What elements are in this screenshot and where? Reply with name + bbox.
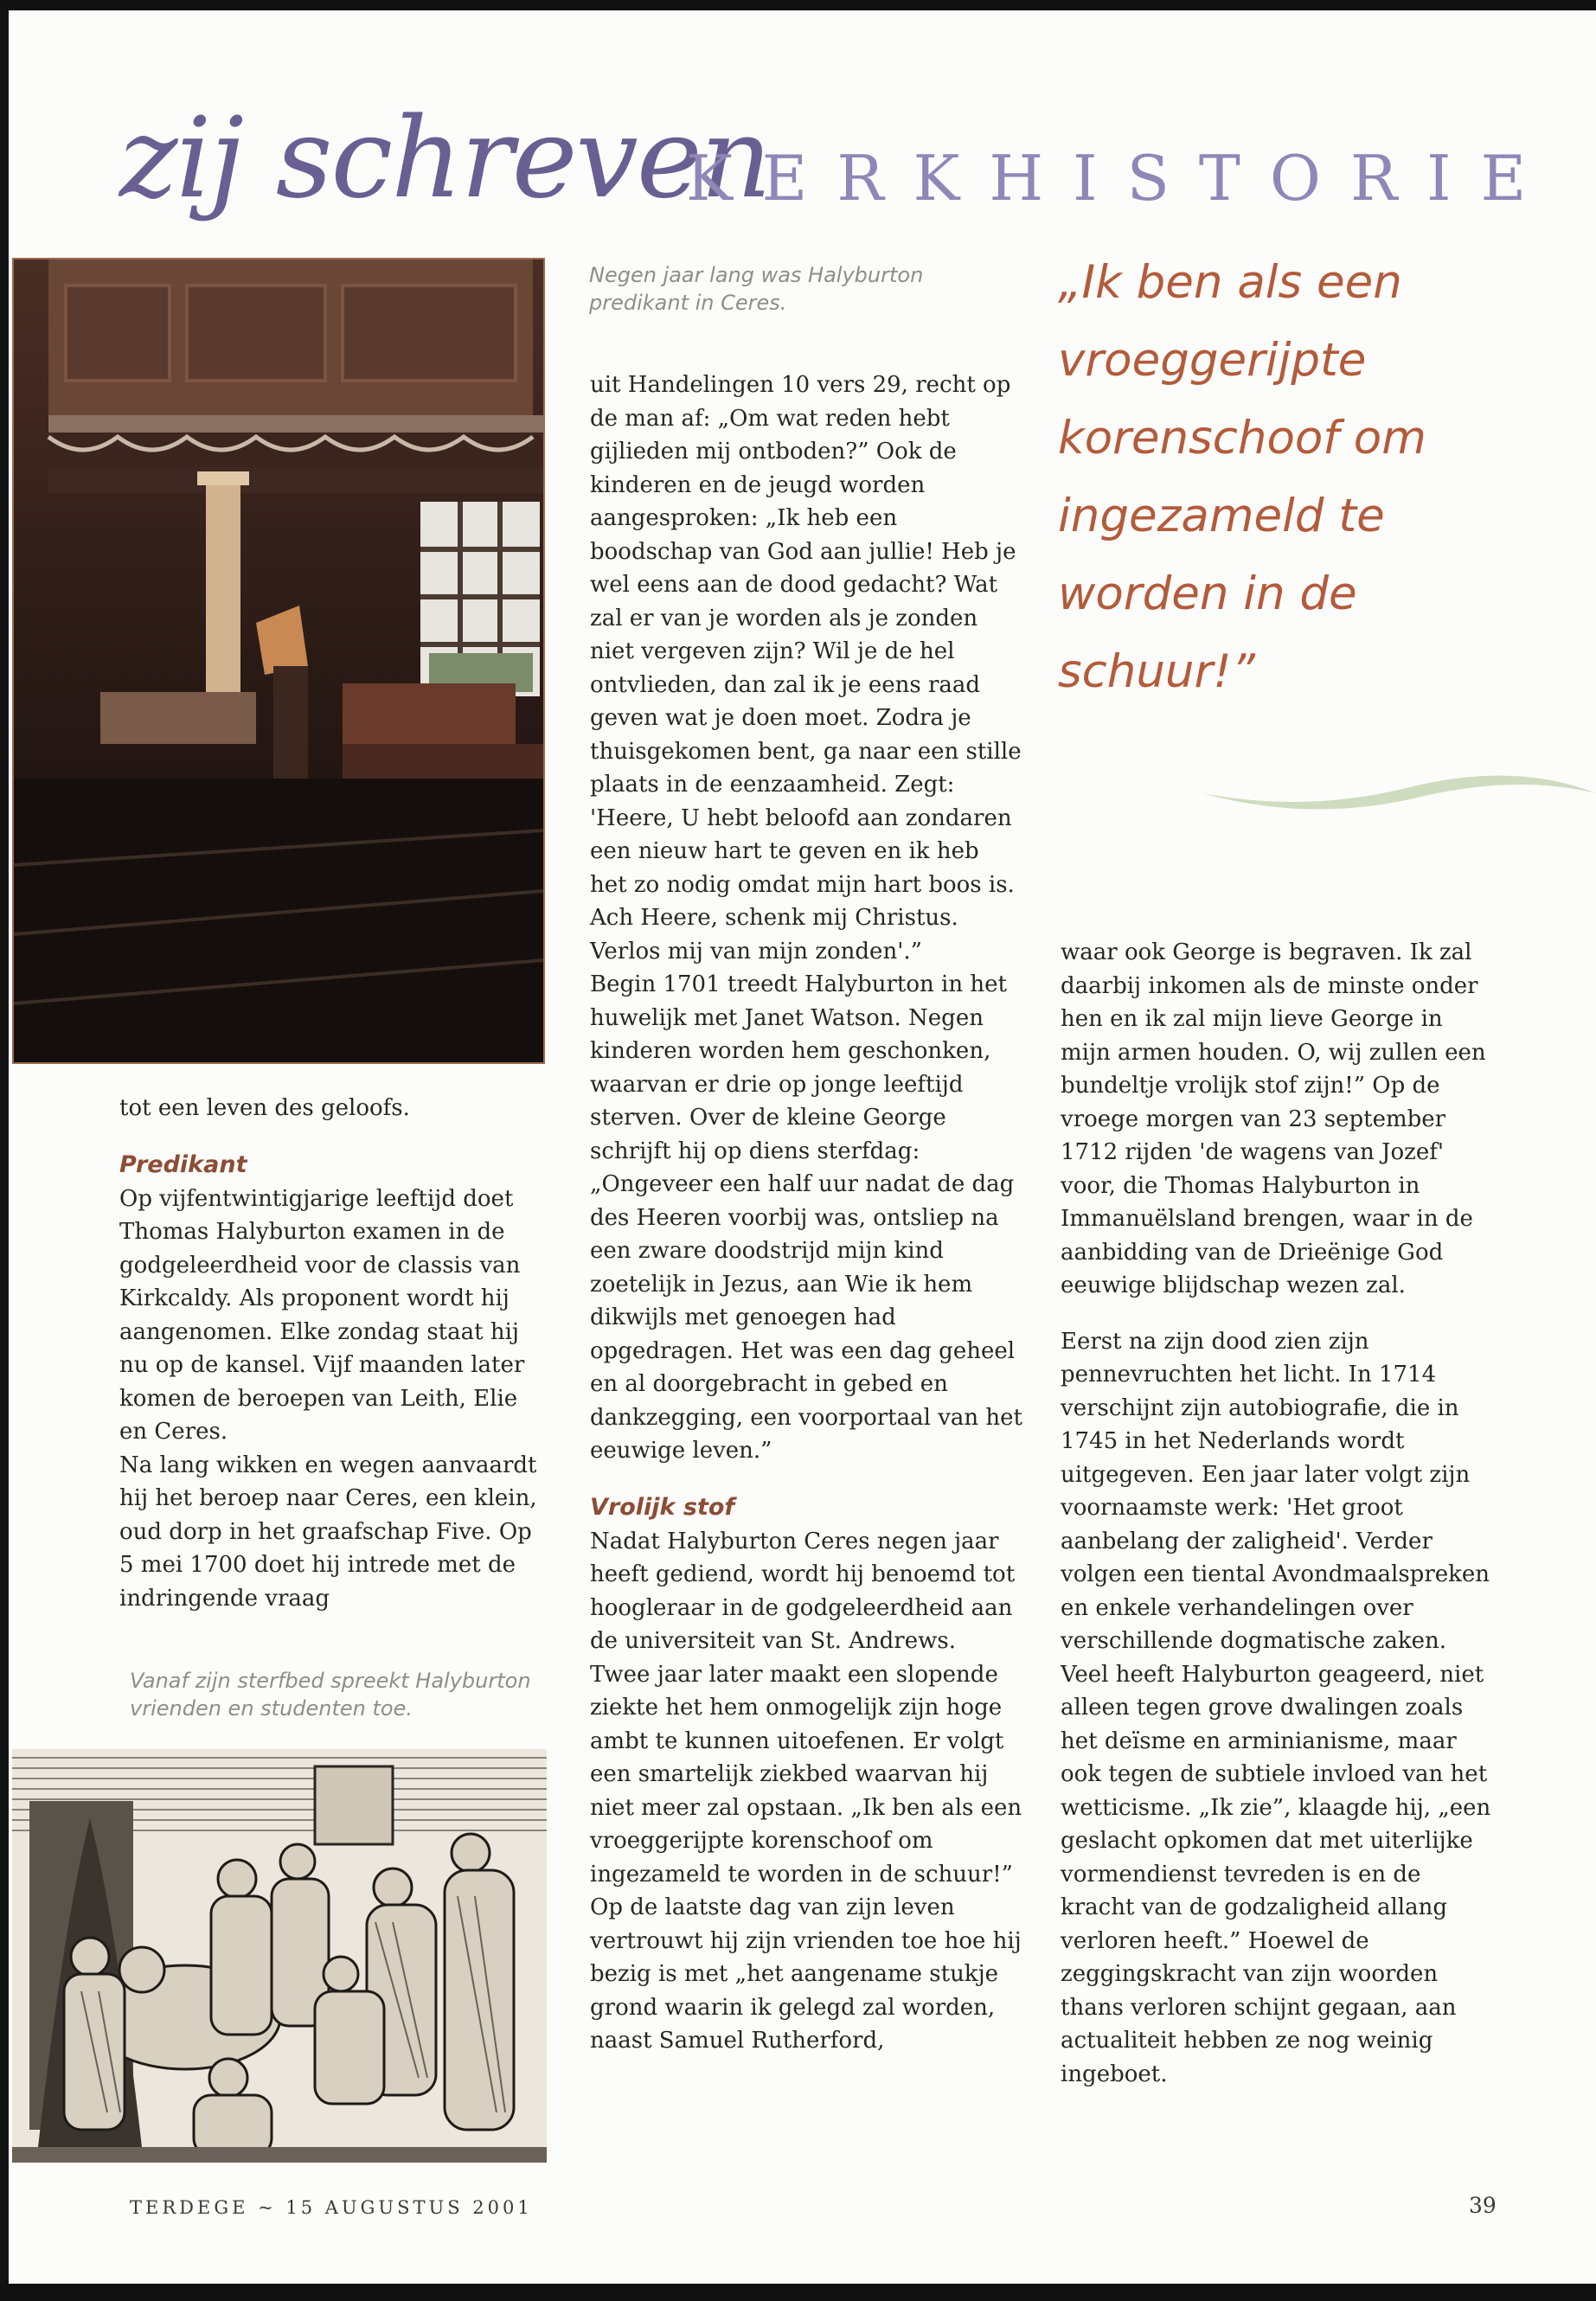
magazine-page (9, 10, 1596, 2284)
deathbed-scene-illustration (12, 1749, 547, 2163)
caption-left: Vanaf zijn sterfbed spreekt Halyburton vrienden en studenten toe. (130, 1669, 531, 1721)
column-right (1061, 936, 1495, 2091)
col3-paragraph-1: waar ook George is begraven. Ik zal daarbij inkomen als de minste onder hen en ik zal mijn lieve George in mijn armen houden. O, wij zullen een bundeltje vrolijk stof zijn!” Op de vroege morgen van 23 september 1712 rijden 'de wagens van Jozef' voor, die Thomas Halyburton in Immanuëlsland brengen, waar in de aanbidding van de Drieënige God eeuwige blijdschap wezen zal. (1061, 939, 1486, 1298)
column-left (119, 1092, 552, 1615)
col2-paragraph-4: Op de laatste dag van zijn leven vertrouwt hij zijn vrienden toe hoe hij bezig is met „het aangename stukje grond waarin ik gelegd zal worden, naast Samuel Rutherford, (590, 1894, 1022, 2054)
col2-paragraph-1: uit Handelingen 10 vers 29, recht op de man af: „Om wat reden hebt gijlieden mij ontboden?” Ook de kinderen en de jeugd worden aangesproken: „Ik heb een boodschap van God aan jullie! Heb je wel eens aan de dood gedacht? Wat zal er van je worden als je zonden niet vergeven zijn? Wil je de hel ontvlieden, dan zal ik je eens raad geven wat je doen moet. Zodra je thuisgekomen bent, ga naar een stille plaats in de eenzaamheid. Zegt: 'Heere, U hebt beloofd aan zondaren een nieuw hart te geven en ik heb het zo nodig omdat mijn hart boos is. Ach Heere, schenk mij Christus. Verlos mij van mijn zonden'.” (590, 372, 1022, 965)
col3-paragraph-2: Eerst na zijn dood zien zijn pennevruchten het licht. In 1714 verschijnt zijn autobiografie, die in 1745 in het Nederlands wordt uitgegeven. Een jaar later volgt zijn voornaamste werk: 'Het groot aanbelang der zaligheid'. Verder volgen een tiental Avondmaalspreken en enkele verhandelingen over verschillende dogmatische zaken. Veel heeft Halyburton geageerd, niet alleen tegen grove dwalingen zoals het deïsme en arminianisme, maar ook tegen de subtiele invloed van het wetticisme. „Ik zie”, klaagde hij, „een geslacht opkomen dat met uiterlijke vormendienst tevreden is en de kracht van de godzaligheid allang verloren heeft.” Hoewel de zeggingskracht van zijn woorden thans verloren schijnt gegaan, aan actualiteit hebben ze nog weinig ingeboet. (1061, 1328, 1491, 2087)
footer-publication: TERDEGE ~ 15 AUGUSTUS 2001 (130, 2197, 533, 2218)
script-title: zij schreven (119, 94, 770, 223)
scan-gutter (0, 0, 9, 2301)
col1-paragraph-1: Op vijfentwintigjarige leeftijd doet Thomas Halyburton examen in de godgeleerdheid voor de classis van Kirkcaldy. Als proponent wordt hij aangenomen. Elke zondag staat hij nu op de kansel. Vijf maanden later komen de beroepen van Leith, Elie en Ceres. (119, 1185, 525, 1445)
decorative-swoosh (1202, 746, 1596, 824)
section-title: KERKHISTORIE (686, 142, 1556, 215)
church-interior-photo (12, 258, 545, 1064)
page-number: 39 (1469, 2193, 1497, 2218)
subheading-vrolijk-stof: Vrolijk stof (590, 1493, 735, 1521)
caption-top: Negen jaar lang was Halyburton predikant in Ceres. (589, 263, 924, 315)
church-interior-illustration (14, 260, 543, 1062)
scan-bottom-edge (0, 2284, 1596, 2301)
deathbed-engraving (12, 1749, 547, 2163)
col2-paragraph-2: Begin 1701 treedt Halyburton in het huwelijk met Janet Watson. Negen kinderen worden hem geschonken, waarvan er drie op jonge leeftijd sterven. Over de kleine George schrijft hij op diens sterfdag: „Ongeveer een half uur nadat de dag des Heeren voorbij was, ontsliep na een zware doodstrijd mijn kind zoetelijk in Jezus, aan Wie ik hem dikwijls met genoegen had opgedragen. Het was een dag geheel en al doorgebracht in gebed en dankzegging, een voorportaal van het eeuwige leven.” (590, 971, 1022, 1464)
col1-paragraph-2: Na lang wikken en wegen aanvaardt hij het beroep naar Ceres, een klein, oud dorp in het graafschap Five. Op 5 mei 1700 doet hij intrede met de indringende vraag (119, 1452, 537, 1612)
col2-paragraph-3: Nadat Halyburton Ceres negen jaar heeft gediend, wordt hij benoemd tot hoogleraar in de godgeleerdheid aan de universiteit van St. Andrews. Twee jaar later maakt een slopende ziekte het hem onmogelijk zijn hoge ambt te kunnen uitoefenen. Er volgt een smartelijk ziekbed waarvan hij niet meer zal opstaan. „Ik ben als een vroeggerijpte korenschoof om ingezameld te worden in de schuur!” (590, 1528, 1022, 1888)
col1-intro: tot een leven des geloofs. (119, 1095, 410, 1121)
pull-quote: „Ik ben als een vroeggerijpte korenschoof om ingezameld te worden in de schuur!” (1058, 256, 1426, 698)
column-middle (590, 369, 1022, 2058)
subheading-predikant: Predikant (119, 1150, 247, 1178)
